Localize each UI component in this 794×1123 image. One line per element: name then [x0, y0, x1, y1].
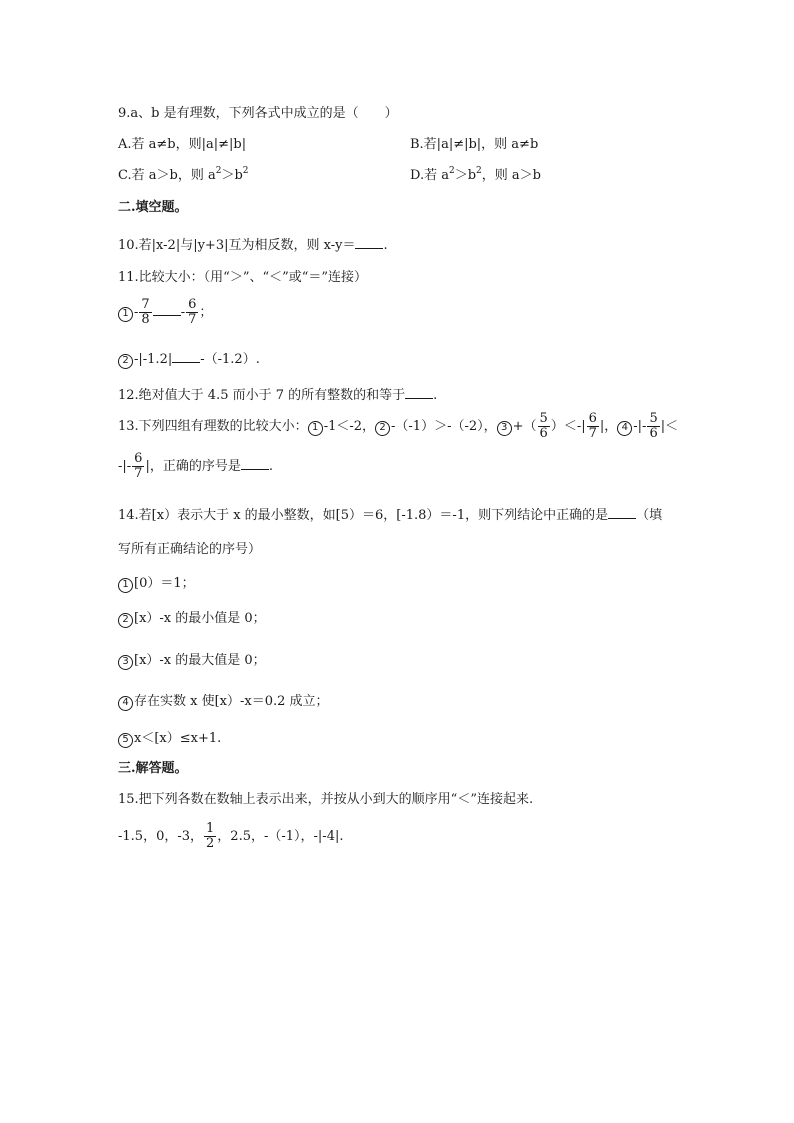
numerator: 6 [134, 451, 143, 466]
circled-number: 2 [118, 613, 133, 628]
q11-item-2 [118, 350, 260, 369]
fraction [587, 412, 599, 441]
fraction [139, 298, 151, 327]
fraction [132, 452, 144, 481]
q13-line-1 [118, 412, 678, 441]
sup-2: 2 [215, 166, 222, 176]
q13-t4a: -|- [633, 419, 647, 434]
q14-line-1 [118, 506, 662, 524]
q13-t2: -（-1）＞-（-2）， [391, 419, 497, 434]
q10-text: 10.若|x-2|与|y+3|互为相反数，则 x-y＝ [118, 238, 356, 253]
q15-stem: 15.把下列各数在数轴上表示出来，并按从小到大的顺序用“＜”连接起来. [118, 792, 534, 807]
q15-numbers [118, 822, 343, 851]
circled-number: 4 [118, 696, 133, 711]
q14-item-text: x＜[x）≤x+1. [134, 731, 222, 746]
q13-t4b: |＜ [660, 419, 679, 434]
circled-number: 3 [118, 655, 133, 670]
q11-item2-pre: -|-1.2| [134, 352, 173, 367]
q14-item-text: [x）-x 的最小值是 0； [134, 611, 266, 626]
circled-number: 2 [375, 421, 390, 436]
minus: - [180, 305, 186, 320]
denominator: 8 [141, 312, 150, 327]
denominator: 7 [588, 426, 597, 441]
q13-l2b: |，正确的序号是 [145, 459, 241, 474]
answer-blank [172, 350, 200, 363]
sup-2: 2 [448, 166, 455, 176]
answer-blank [608, 506, 636, 519]
q11-item1-post: ； [199, 305, 213, 320]
fraction [186, 298, 198, 327]
fraction [538, 412, 550, 441]
q13-line-2 [118, 452, 273, 481]
q9-option-a: A.若 a≠b，则|a|≠|b| [118, 137, 247, 152]
q9-d-post: ，则 a＞b [481, 168, 541, 183]
sup-2: 2 [242, 166, 249, 176]
q14-item-2 [118, 611, 266, 628]
q13-t3b: ）＜-| [550, 419, 586, 434]
q11-stem: 11.比较大小：（用“＞”、“＜”或“＝”连接） [118, 270, 368, 285]
circled-number: 2 [118, 354, 133, 369]
q9-c-mid: ＞b [221, 168, 243, 183]
q14-text: 14.若[x）表示大于 x 的最小整数，如[5）＝6，[-1.8）＝-1，则下列结论中正确的是 [118, 508, 609, 523]
q13-t3c: |， [599, 419, 618, 434]
q14-item-text: 存在实数 x 使[x）-x＝0.2 成立； [134, 694, 329, 709]
circled-number: 3 [497, 421, 512, 436]
answer-blank [355, 236, 383, 249]
q9-option-b: B.若|a|≠|b|，则 a≠b [410, 137, 539, 152]
q10-post: . [383, 238, 388, 253]
q14-item-text: [0）＝1； [134, 576, 195, 591]
section-2-heading: 二.填空题。 [118, 200, 188, 215]
denominator: 7 [134, 466, 143, 481]
circled-number: 1 [308, 421, 323, 436]
q13-t1: -1＜-2， [323, 419, 376, 434]
q9-option-d [410, 168, 541, 184]
q14-item-4 [118, 694, 329, 711]
q9-option-c [118, 168, 249, 184]
q9-d-pre: D.若 a [410, 168, 449, 183]
denominator: 6 [539, 426, 548, 441]
q15-nums-post: ，2.5，-（-1），-|-4|. [217, 829, 344, 844]
circled-number: 1 [118, 578, 133, 593]
numerator: 6 [188, 297, 197, 312]
q12-post: . [433, 388, 438, 403]
q13-pre: 13.下列四组有理数的比较大小： [118, 419, 308, 434]
numerator: 6 [588, 411, 597, 426]
q12 [118, 386, 437, 404]
q14-post: （填 [636, 508, 663, 523]
denominator: 7 [188, 312, 197, 327]
answer-blank [153, 303, 181, 316]
numerator: 1 [206, 821, 215, 836]
q14-item-3 [118, 653, 266, 670]
circled-number: 4 [617, 421, 632, 436]
q12-text: 12.绝对值大于 4.5 而小于 7 的所有整数的和等于 [118, 388, 406, 403]
section-3-heading: 三.解答题。 [118, 761, 188, 776]
q14-line-2: 写所有正确结论的序号） [118, 542, 262, 557]
fraction [647, 412, 659, 441]
minus: - [134, 305, 139, 320]
q10 [118, 236, 388, 254]
circled-number: 1 [118, 307, 133, 322]
circled-number: 5 [118, 733, 133, 748]
numerator: 5 [539, 411, 548, 426]
q14-item-5 [118, 731, 221, 748]
numerator: 5 [649, 411, 658, 426]
answer-blank [241, 457, 269, 470]
q13-l2c: . [268, 459, 273, 474]
numerator: 7 [141, 297, 150, 312]
q14-item-1 [118, 576, 195, 593]
q14-item-text: [x）-x 的最大值是 0； [134, 653, 266, 668]
q15-nums-pre: -1.5，0，-3， [118, 829, 204, 844]
q11-item-1 [118, 298, 212, 327]
fraction [204, 822, 216, 851]
q13-l2a: -|- [118, 459, 132, 474]
q9-stem: 9.a、b 是有理数，下列各式中成立的是（ ） [118, 106, 398, 121]
denominator: 6 [649, 426, 658, 441]
sup-2: 2 [476, 166, 482, 176]
answer-blank [405, 386, 433, 399]
denominator: 2 [206, 836, 215, 851]
q13-t3a: +（ [512, 419, 537, 434]
q11-item2-post: -（-1.2）. [200, 352, 260, 367]
q9-c-pre: C.若 a＞b，则 a [118, 168, 216, 183]
q9-d-mid: ＞b [454, 168, 477, 183]
